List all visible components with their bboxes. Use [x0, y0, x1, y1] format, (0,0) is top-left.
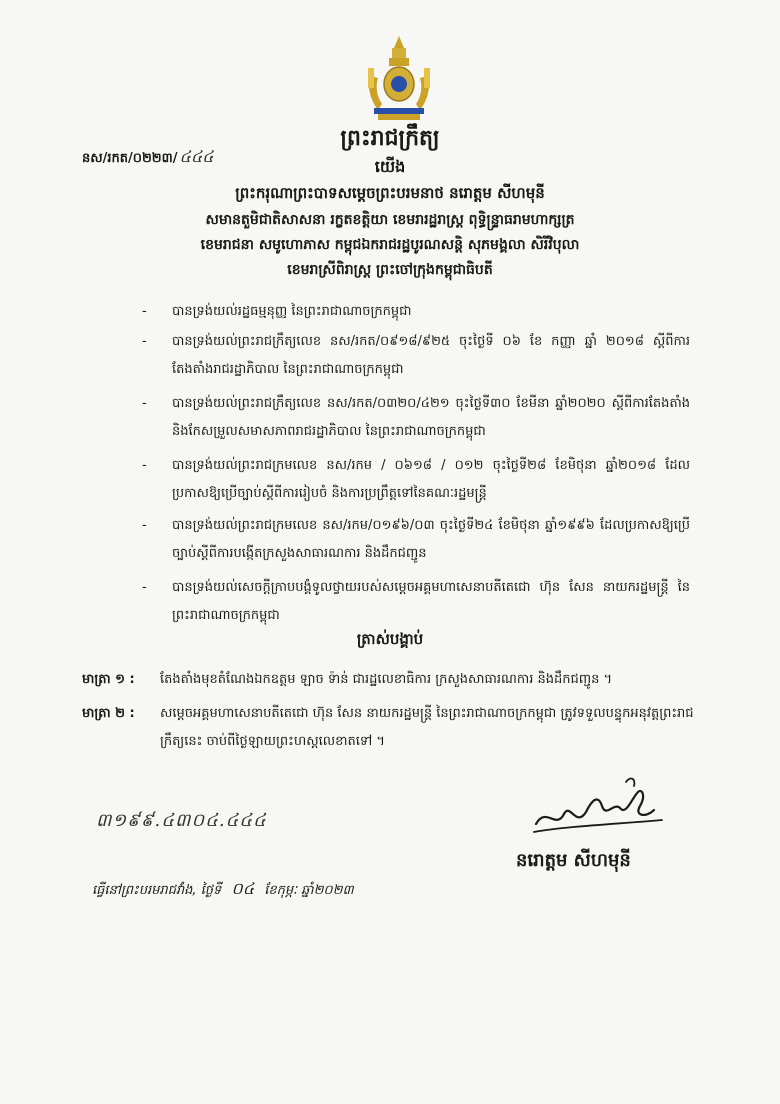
clause-text: បានទ្រង់យល់រដ្ឋធម្មនុញ្ញ នៃព្រះរាជាណាចក្រកម្ពុជា [172, 304, 412, 319]
article-label: មាត្រា ២ : [82, 706, 135, 721]
preamble-clause [142, 328, 690, 384]
place-suffix: ខែកុម្ភៈ ឆ្នាំ២០២៣ [264, 883, 354, 898]
article [82, 666, 702, 694]
clause-text: បានទ្រង់យល់ព្រះរាជក្រឹត្យលេខ នស/រកត/០៣២០/៤២១ ចុះថ្ងៃទី៣០ ខែមីនា ឆ្នាំ២០២០ ស្តីពីការតែងតាំង និងកែសម្រួលសមាសភាពរាជរដ្ឋាភិបាល នៃព្រះរាជាណាចក្រកម្ពុជា [172, 396, 690, 439]
clause-text: បានទ្រង់យល់ព្រះរាជក្រមលេខ នស/រកម / ០៦១៨ / ០១២ ចុះថ្ងៃទី២៨ ខែមិថុនា ឆ្នាំ២០១៨ ដែលប្រកាសឱ្យប្រើច្បាប់ស្តីពីការរៀបចំ និងការប្រព្រឹត្តទៅនៃគណៈរដ្ឋមន្ត្រី [172, 458, 690, 501]
royal-emblem-icon [360, 34, 438, 124]
document-title: ព្រះរាជក្រឹត្យ [340, 126, 440, 151]
handwritten-date: ៣១៩៩.៤៣០៤.៤៤៤ [96, 810, 267, 831]
preamble-clause [142, 390, 690, 446]
preamble-clause [142, 298, 690, 326]
royal-signature [528, 772, 668, 842]
clause-text: បានទ្រង់យល់សេចក្តីក្រាបបង្គំទូលថ្វាយរបស់សម្តេចអគ្គមហាសេនាបតីតេជោ ហ៊ុន សែន នាយករដ្ឋមន្ត្រី នៃព្រះរាជាណាចក្រកម្ពុជា [172, 580, 690, 623]
reference-printed: នស/រកត/០២២៣/ [82, 151, 178, 166]
article-label: មាត្រា ១ : [82, 672, 135, 687]
clause-dash: - [142, 458, 147, 473]
clause-text: បានទ្រង់យល់ព្រះរាជក្រឹត្យលេខ នស/រកត/០៩១៨/៩២៥ ចុះថ្ងៃទី ០៦ ខែ កញ្ញា ឆ្នាំ ២០១៨ ស្តីពីការតែងតាំងរាជរដ្ឋាភិបាល នៃព្រះរាជាណាចក្រកម្ពុជា [172, 334, 690, 377]
clause-dash: - [142, 304, 147, 319]
preamble-clause [142, 452, 690, 508]
place-prefix: ធ្វើនៅព្រះបរមរាជវាំង, ថ្ងៃទី [92, 883, 222, 898]
order-heading: ត្រាស់បង្គាប់ [356, 630, 424, 648]
clause-dash: - [142, 518, 147, 533]
place-day: ០៤ [231, 879, 255, 898]
article-text: តែងតាំងមុខតំណែងឯកឧត្តម ឡាច ទ៉ាន់ ជារដ្ឋលេខាធិការ ក្រសួងសាធារណការ និងដឹកជញ្ជូន ។ [160, 672, 613, 687]
preamble-clause [142, 574, 690, 630]
clause-dash: - [142, 396, 147, 411]
clause-dash: - [142, 334, 147, 349]
article [82, 700, 702, 756]
royal-titles-line-2: ខេមរាជនា សមូហោភាស កម្ពុជឯករាជរដ្ឋបូរណសន្តិ សុភមង្គលា សិរីវិបុលា [200, 237, 580, 253]
clause-dash: - [142, 580, 147, 595]
preamble-clause [142, 512, 690, 568]
king-line: ព្រះករុណាព្រះបាទសម្តេចព្រះបរមនាថ នរោត្តម សីហមុនី [235, 184, 545, 202]
signer-name: នរោត្តម សីហមុនី [516, 850, 631, 871]
clause-text: បានទ្រង់យល់ព្រះរាជក្រមលេខ នស/រកម/០១៩៦/០៣ ចុះថ្ងៃទី២៤ ខែមិថុនា ឆ្នាំ១៩៩៦ ដែលប្រកាសឱ្យប្រើច្បាប់ស្តីពីការបង្កើតក្រសួងសាធារណការ និងដឹកជញ្ជូន [172, 518, 690, 561]
place-and-date [92, 878, 354, 902]
reference-handwritten: ៤៤៤ [179, 147, 214, 166]
we-heading: យើង [374, 157, 406, 176]
royal-titles-line-1: សមានតួមិជាតិសាសនា រក្ខតខត្តិយា ខេមរារដ្ឋរាស្ត្រ ពុទ្ធិន្រ្ទាធរាមហាក្សត្រ [205, 212, 575, 228]
article-text: សម្តេចអគ្គមហាសេនាបតីតេជោ ហ៊ុន សែន នាយករដ្ឋមន្ត្រី នៃព្រះរាជាណាចក្រកម្ពុជា ត្រូវទទួលបន្ទុកអនុវត្តព្រះរាជក្រឹត្យនេះ ចាប់ពីថ្ងៃឡាយព្រះហស្តលេខាតទៅ ។ [160, 706, 694, 749]
royal-titles-line-3: ខេមរាស្រីពិរាស្ត្រ ព្រះចៅក្រុងកម្ពុជាធិបតី [287, 262, 493, 278]
